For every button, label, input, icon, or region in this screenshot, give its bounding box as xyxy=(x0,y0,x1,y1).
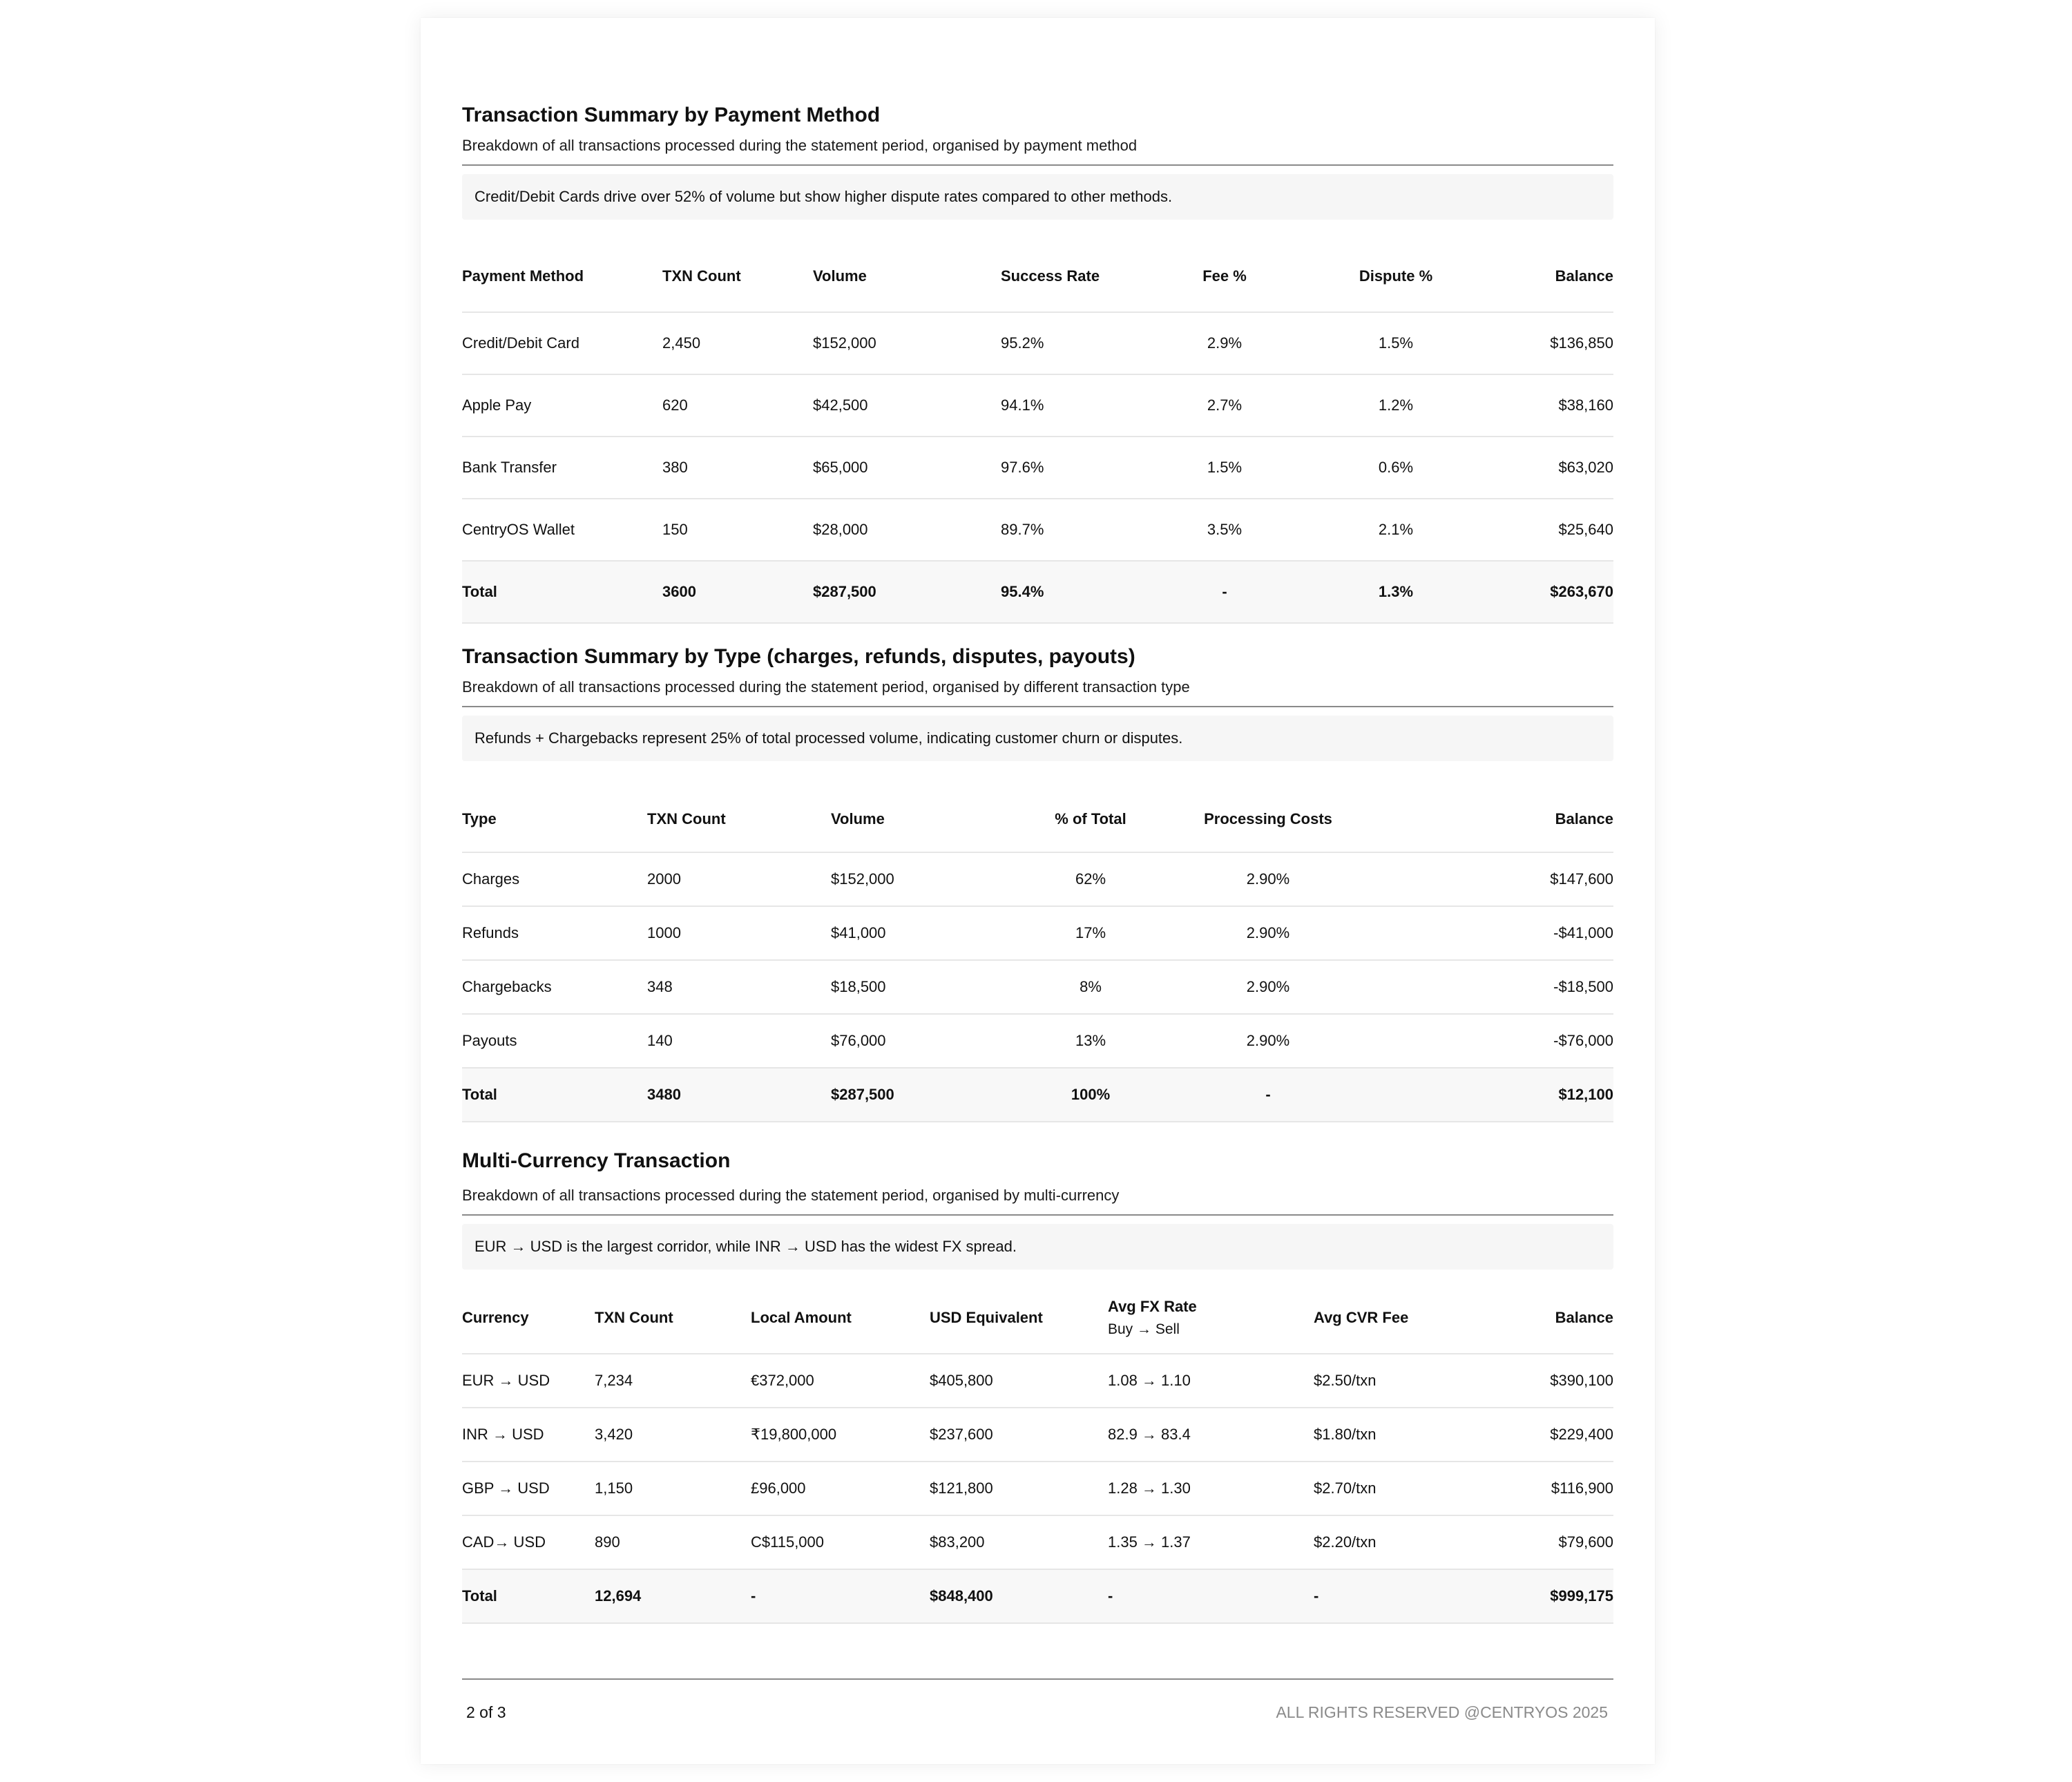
total-cell: - xyxy=(1153,561,1296,623)
table-cell: $38,160 xyxy=(1495,374,1613,437)
column-header: Balance xyxy=(1389,786,1613,852)
total-cell: $263,670 xyxy=(1495,561,1613,623)
statement-page xyxy=(421,18,1655,1764)
table-cell: $116,900 xyxy=(1521,1462,1613,1515)
column-header: TXN Count xyxy=(662,240,813,312)
table-cell: ₹19,800,000 xyxy=(751,1408,930,1462)
copyright-notice: ALL RIGHTS RESERVED @CENTRYOS 2025 xyxy=(1276,1703,1608,1721)
table-cell: $152,000 xyxy=(831,852,1034,906)
column-header: Currency xyxy=(462,1282,595,1354)
table-cell: 89.7% xyxy=(1001,499,1153,561)
table-cell: 2.90% xyxy=(1147,1014,1389,1068)
section-subtitle: Breakdown of all transactions processed during the statement period, organised by payment method xyxy=(462,137,1138,154)
column-sublabel: Buy → Sell xyxy=(1108,1321,1180,1337)
table-cell: EUR → USD xyxy=(462,1354,595,1408)
table-cell: 2.1% xyxy=(1296,499,1495,561)
table-cell: 82.9 → 83.4 xyxy=(1108,1408,1314,1462)
table-cell: 1.35 → 1.37 xyxy=(1108,1515,1314,1569)
column-header-fx-rate xyxy=(1108,1282,1314,1354)
table-cell: 8% xyxy=(1034,960,1147,1014)
section-title: Multi-Currency Transaction xyxy=(462,1149,731,1172)
multi-currency-table xyxy=(462,1282,1613,1624)
total-cell: 3600 xyxy=(662,561,813,623)
table-cell: 890 xyxy=(595,1515,751,1569)
table-header-row xyxy=(462,786,1613,852)
table-cell: 2.9% xyxy=(1153,312,1296,374)
table-cell: Credit/Debit Card xyxy=(462,312,662,374)
table-cell: Bank Transfer xyxy=(462,437,662,499)
table-cell: $2.20/txn xyxy=(1314,1515,1521,1569)
section-title: Transaction Summary by Payment Method xyxy=(462,104,881,126)
table-cell: $63,020 xyxy=(1495,437,1613,499)
table-row xyxy=(462,312,1613,374)
table-total-row xyxy=(462,1569,1613,1623)
table-cell: €372,000 xyxy=(751,1354,930,1408)
column-header: Local Amount xyxy=(751,1282,930,1354)
table-row xyxy=(462,1354,1613,1408)
table-total-row xyxy=(462,561,1613,623)
table-row xyxy=(462,1408,1613,1462)
insight-note: EUR → USD is the largest corridor, while INR → USD has the widest FX spread. xyxy=(462,1224,1613,1270)
table-cell: 2.7% xyxy=(1153,374,1296,437)
table-cell: 95.2% xyxy=(1001,312,1153,374)
table-cell: $2.50/txn xyxy=(1314,1354,1521,1408)
table-cell: 2,450 xyxy=(662,312,813,374)
table-cell: GBP → USD xyxy=(462,1462,595,1515)
table-cell: 150 xyxy=(662,499,813,561)
table-cell: $65,000 xyxy=(813,437,1001,499)
column-header: Balance xyxy=(1521,1282,1613,1354)
table-cell: 2.90% xyxy=(1147,852,1389,906)
section-subtitle: Breakdown of all transactions processed during the statement period, organised by different transaction type xyxy=(462,678,1190,696)
section-title: Transaction Summary by Type (charges, refunds, disputes, payouts) xyxy=(462,645,1135,668)
table-cell: INR → USD xyxy=(462,1408,595,1462)
table-cell: 1.08 → 1.10 xyxy=(1108,1354,1314,1408)
table-cell: $152,000 xyxy=(813,312,1001,374)
column-header: Dispute % xyxy=(1296,240,1495,312)
total-cell: 12,694 xyxy=(595,1569,751,1623)
table-total-row xyxy=(462,1068,1613,1122)
table-cell: 13% xyxy=(1034,1014,1147,1068)
table-cell: $237,600 xyxy=(930,1408,1108,1462)
table-cell: $41,000 xyxy=(831,906,1034,960)
column-header: Balance xyxy=(1495,240,1613,312)
table-cell: 17% xyxy=(1034,906,1147,960)
table-cell: -$41,000 xyxy=(1389,906,1613,960)
column-header: USD Equivalent xyxy=(930,1282,1108,1354)
total-cell: Total xyxy=(462,1569,595,1623)
table-cell: 62% xyxy=(1034,852,1147,906)
total-cell: - xyxy=(1147,1068,1389,1122)
column-header: Avg CVR Fee xyxy=(1314,1282,1521,1354)
total-cell: $999,175 xyxy=(1521,1569,1613,1623)
table-row xyxy=(462,852,1613,906)
table-cell: CentryOS Wallet xyxy=(462,499,662,561)
table-cell: $42,500 xyxy=(813,374,1001,437)
table-cell: $136,850 xyxy=(1495,312,1613,374)
table-row xyxy=(462,1014,1613,1068)
table-row xyxy=(462,1462,1613,1515)
page-number: 2 of 3 xyxy=(466,1703,506,1721)
section-divider xyxy=(462,706,1613,707)
table-cell: $121,800 xyxy=(930,1462,1108,1515)
total-cell: - xyxy=(1314,1569,1521,1623)
table-cell: $1.80/txn xyxy=(1314,1408,1521,1462)
total-cell: - xyxy=(751,1569,930,1623)
table-cell: 140 xyxy=(647,1014,831,1068)
insight-note: Credit/Debit Cards drive over 52% of volume but show higher dispute rates compared to other methods. xyxy=(462,174,1613,220)
table-cell: $79,600 xyxy=(1521,1515,1613,1569)
table-row xyxy=(462,499,1613,561)
section-subtitle: Breakdown of all transactions processed during the statement period, organised by multi-currency xyxy=(462,1187,1120,1204)
table-row xyxy=(462,437,1613,499)
table-cell: 97.6% xyxy=(1001,437,1153,499)
table-cell: 2000 xyxy=(647,852,831,906)
total-cell: Total xyxy=(462,1068,647,1122)
table-cell: 1000 xyxy=(647,906,831,960)
table-cell: £96,000 xyxy=(751,1462,930,1515)
footer-divider xyxy=(462,1678,1613,1680)
table-cell: $83,200 xyxy=(930,1515,1108,1569)
column-header: Avg FX Rate xyxy=(1108,1297,1197,1315)
column-header: Type xyxy=(462,786,647,852)
table-cell: 1.5% xyxy=(1153,437,1296,499)
table-row xyxy=(462,1515,1613,1569)
table-cell: $229,400 xyxy=(1521,1408,1613,1462)
section-divider xyxy=(462,164,1613,166)
table-row xyxy=(462,374,1613,437)
column-header: Volume xyxy=(831,786,1034,852)
table-cell: Apple Pay xyxy=(462,374,662,437)
table-cell: $25,640 xyxy=(1495,499,1613,561)
total-cell: Total xyxy=(462,561,662,623)
table-cell: 2.90% xyxy=(1147,960,1389,1014)
column-header: Processing Costs xyxy=(1147,786,1389,852)
total-cell: $287,500 xyxy=(831,1068,1034,1122)
transaction-type-table xyxy=(462,786,1613,1122)
table-cell: -$76,000 xyxy=(1389,1014,1613,1068)
column-header: Success Rate xyxy=(1001,240,1153,312)
table-cell: 1.2% xyxy=(1296,374,1495,437)
table-header-row xyxy=(462,240,1613,312)
table-cell: 3,420 xyxy=(595,1408,751,1462)
total-cell: 3480 xyxy=(647,1068,831,1122)
section-divider xyxy=(462,1214,1613,1216)
table-cell: 1,150 xyxy=(595,1462,751,1515)
total-cell: $848,400 xyxy=(930,1569,1108,1623)
table-cell: Payouts xyxy=(462,1014,647,1068)
table-cell: 620 xyxy=(662,374,813,437)
total-cell: 95.4% xyxy=(1001,561,1153,623)
column-header: % of Total xyxy=(1034,786,1147,852)
table-cell: $147,600 xyxy=(1389,852,1613,906)
insight-note: Refunds + Chargebacks represent 25% of total processed volume, indicating customer churn or disputes. xyxy=(462,716,1613,761)
table-cell: 3.5% xyxy=(1153,499,1296,561)
table-cell: Charges xyxy=(462,852,647,906)
table-cell: 348 xyxy=(647,960,831,1014)
table-cell: -$18,500 xyxy=(1389,960,1613,1014)
table-cell: $28,000 xyxy=(813,499,1001,561)
table-cell: 0.6% xyxy=(1296,437,1495,499)
table-cell: 2.90% xyxy=(1147,906,1389,960)
table-cell: C$115,000 xyxy=(751,1515,930,1569)
column-header: Payment Method xyxy=(462,240,662,312)
table-cell: 94.1% xyxy=(1001,374,1153,437)
table-header-row xyxy=(462,1282,1613,1354)
total-cell: $287,500 xyxy=(813,561,1001,623)
table-cell: 380 xyxy=(662,437,813,499)
payment-method-table xyxy=(462,240,1613,624)
total-cell: 1.3% xyxy=(1296,561,1495,623)
table-cell: Refunds xyxy=(462,906,647,960)
table-cell: 7,234 xyxy=(595,1354,751,1408)
table-cell: $76,000 xyxy=(831,1014,1034,1068)
table-row xyxy=(462,960,1613,1014)
column-header: TXN Count xyxy=(595,1282,751,1354)
table-cell: $405,800 xyxy=(930,1354,1108,1408)
column-header: TXN Count xyxy=(647,786,831,852)
table-cell: $18,500 xyxy=(831,960,1034,1014)
total-cell: - xyxy=(1108,1569,1314,1623)
table-cell: $2.70/txn xyxy=(1314,1462,1521,1515)
table-cell: Chargebacks xyxy=(462,960,647,1014)
column-header: Volume xyxy=(813,240,1001,312)
table-cell: CAD→ USD xyxy=(462,1515,595,1569)
table-cell: 1.28 → 1.30 xyxy=(1108,1462,1314,1515)
column-header: Fee % xyxy=(1153,240,1296,312)
table-cell: 1.5% xyxy=(1296,312,1495,374)
table-cell: $390,100 xyxy=(1521,1354,1613,1408)
total-cell: 100% xyxy=(1034,1068,1147,1122)
total-cell: $12,100 xyxy=(1389,1068,1613,1122)
table-row xyxy=(462,906,1613,960)
